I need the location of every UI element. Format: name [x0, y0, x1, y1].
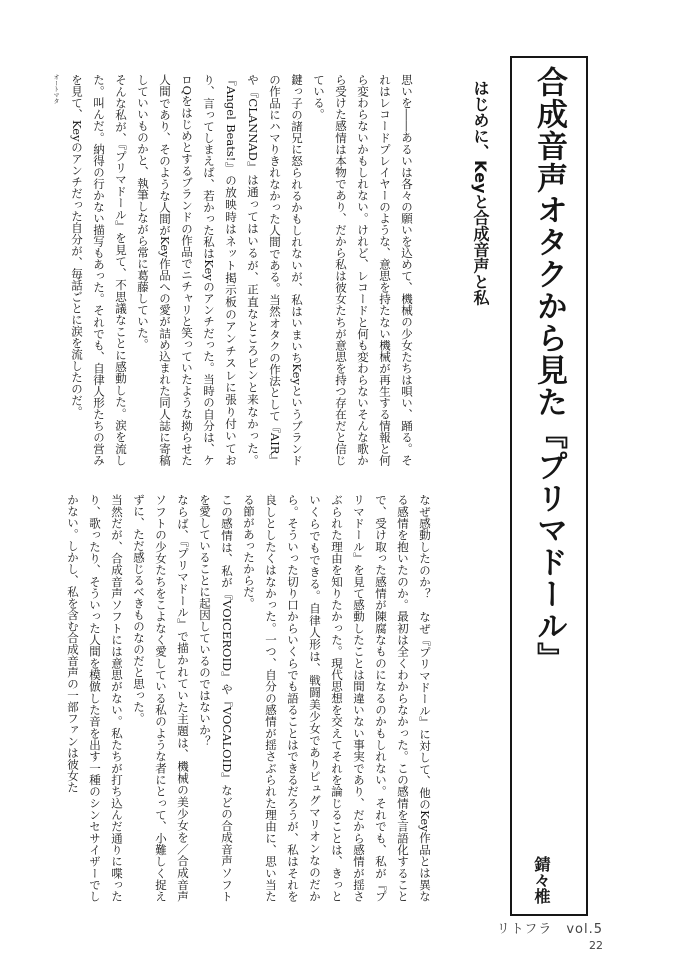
paragraph: この感情は、私が『VOICEROID』や『VOCALOID』などの合成音声ソフトを愛していることに起因しているのではないか？ — [198, 494, 234, 902]
paragraph: 鍵っ子の諸兄に怒られるかもしれないが、私はいまいちKeyというブランドの作品にハマりきれなかった人間である。当然オタクの作法として『AIR』や『CLANNAD』は通ってはいるが、正直なところピンと来なかった。『Angel Beats!』の放映時はネット掲示板のアンチスレに張り付いており、言ってしまえば、若かった私はKeyのアンチだった。当時の自分は、ケロQをはじめとするブランドの作品でニチャリと笑っていたような拗らせた人間であり、そのような人間がKey作品への愛が詰め込まれた同人誌に寄稿していいものかと、執筆しながら常に葛藤していた。 — [136, 74, 304, 466]
article-title: 合成音声オタクから見た『プリマドール』 — [531, 66, 567, 674]
ruby-annotation: オートマタ — [52, 74, 59, 104]
author-name: 錆々椎 — [532, 856, 551, 904]
paragraph: なぜ感動したのか？ なぜ『プリマドール』に対して、他のKey作品とは異なる感情を抱いたのか。最初は全くわからなかった。この感情を言語化することで、受け取った感情が陳腐なものになるのかもしれない。それでも、私が『プリマドール』を見て感動したことは間違いない事実であり、だから感情が揺さぶられた理由を知りたかった。現代思想を交えてそれを論じることは、きっといくらでもできる。自律人形は、戦闘美少女でありピュグマリオンなのだから。そういった切り口からいくらでも語ることはできるだろうが、私はそれを良しとしたくはなかった。一つ、自分の感情が揺さぶられた理由に、思い当たる節があったからだ。 — [242, 494, 432, 903]
section-heading: はじめに、Keyと合成音声と私 — [471, 80, 490, 306]
paragraph: 思いを――あるいは各々の願いを込めて、機械の少女たちは唄い、踊る。それはレコードプレイヤーのような、意思を持たない機械が再生する情報と何ら変わらないかもしれない。けれど、レコードと何も変わらないそんな歌から受けた感情は本物であり、だから私は彼女たちが意思を持つ存在だと信じている。 — [312, 74, 414, 467]
paragraph: そんな私が、『プリマドール』を見て、不思議なことに感動した。涙を流した。叫んだ。納得の行かない描写もあった。それでも、自律人形たちの営みを見て、Keyのアンチだった自分が、毎話ごとに涙を流したのだ。 — [70, 74, 128, 466]
body-column-top — [52, 74, 418, 467]
page-number: 22 — [589, 939, 603, 952]
paragraph: 当然だが、合成音声ソフトには意思がない。私たちが打ち込んだ通りに喋ったり、歌ったり、そういった人間を模倣した音を出す一種のシンセサイザーでしかない。しかし、私を含む合成音声の一部ファンは彼女た — [66, 494, 124, 902]
magazine-name: リトフラ vol.5 — [496, 922, 603, 937]
body-column-bottom — [66, 494, 436, 903]
page-footer — [497, 918, 603, 952]
paragraph: ならば、『プリマドール』で描かれていた主題は、機械の美少女を／合成音声ソフトの少女たちをこよなく愛している私のような者にとって、小難しく捉えずに、ただ感じるべきものなのだと思った。 — [132, 494, 190, 902]
